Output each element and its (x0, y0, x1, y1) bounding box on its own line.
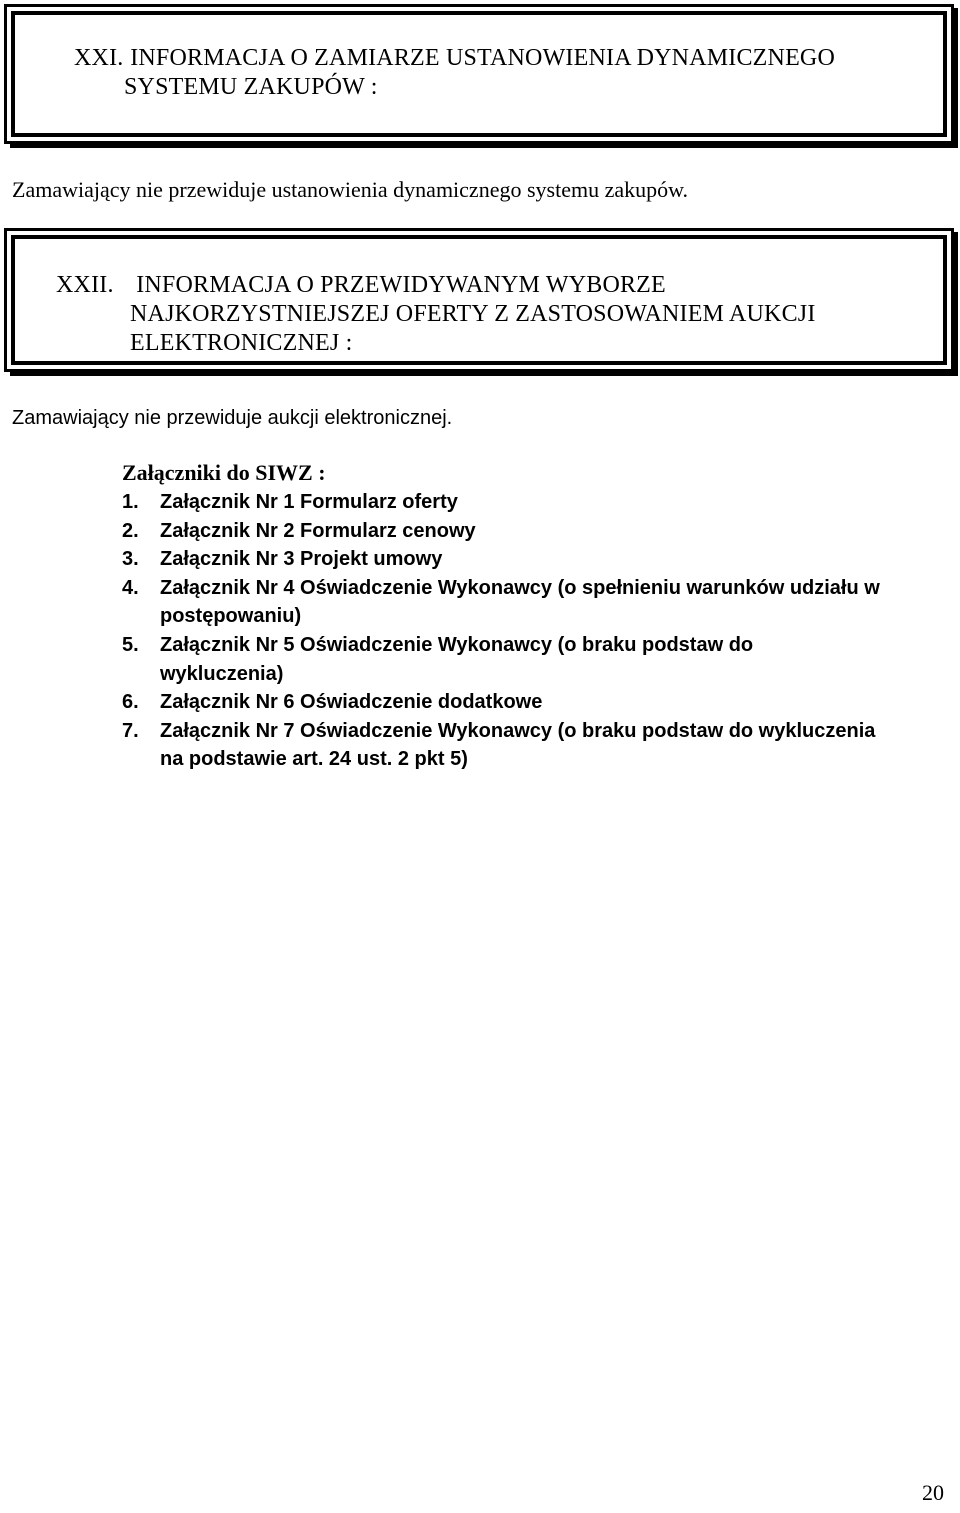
attachment-text: Załącznik Nr 3 Projekt umowy (160, 548, 443, 571)
section-21-number: XXI. (74, 45, 124, 71)
page-number: 20 (922, 1480, 944, 1505)
section-21-body: Zamawiający nie przewiduje ustanowienia dynamicznego systemu zakupów. (12, 177, 689, 202)
attachment-number: 4. (122, 576, 139, 599)
attachments-title: Załączniki do SIWZ : (122, 460, 326, 485)
section-22-title-line3: ELEKTRONICZNEJ : (130, 330, 353, 356)
attachment-item (122, 688, 882, 717)
section-21-title-line2: SYSTEMU ZAKUPÓW : (124, 74, 378, 100)
attachment-item (122, 631, 882, 688)
attachment-text: Załącznik Nr 5 Oświadczenie Wykonawcy (o braku podstaw do wykluczenia) (160, 633, 754, 685)
attachment-item (122, 717, 882, 774)
section-22-title-line2: NAJKORZYSTNIEJSZEJ OFERTY Z ZASTOSOWANIEM AUKCJI (130, 301, 816, 327)
attachment-number: 2. (122, 519, 139, 542)
attachment-number: 7. (122, 719, 139, 742)
attachment-text: Załącznik Nr 2 Formularz cenowy (160, 519, 476, 542)
attachment-item (122, 488, 882, 517)
attachment-item (122, 574, 882, 631)
attachment-number: 5. (122, 633, 139, 656)
section-21-heading-line1 (74, 44, 835, 73)
attachment-text: Załącznik Nr 1 Formularz oferty (160, 491, 458, 513)
attachment-text: Załącznik Nr 6 Oświadczenie dodatkowe (160, 691, 543, 714)
section-22-title-line1: INFORMACJA O PRZEWIDYWANYM WYBORZE (136, 272, 666, 298)
section-22-body: Zamawiający nie przewiduje aukcji elektronicznej. (12, 407, 453, 429)
attachment-number: 6. (122, 691, 139, 714)
section-22-heading-line1 (56, 271, 666, 300)
attachment-number: 1. (122, 491, 139, 513)
attachment-text: Załącznik Nr 7 Oświadczenie Wykonawcy (o braku podstaw do wykluczenia na podstawie art. 24 ust. 2 pkt 5) (160, 719, 876, 771)
attachments-list (122, 488, 882, 774)
attachment-number: 3. (122, 548, 139, 571)
attachment-item (122, 517, 882, 546)
section-21-title-line1: INFORMACJA O ZAMIARZE USTANOWIENIA DYNAMICZNEGO (130, 45, 835, 71)
attachment-item (122, 545, 882, 574)
section-22-number: XXII. (56, 272, 114, 298)
attachment-text: Załącznik Nr 4 Oświadczenie Wykonawcy (o spełnieniu warunków udziału w postępowaniu) (160, 576, 880, 628)
